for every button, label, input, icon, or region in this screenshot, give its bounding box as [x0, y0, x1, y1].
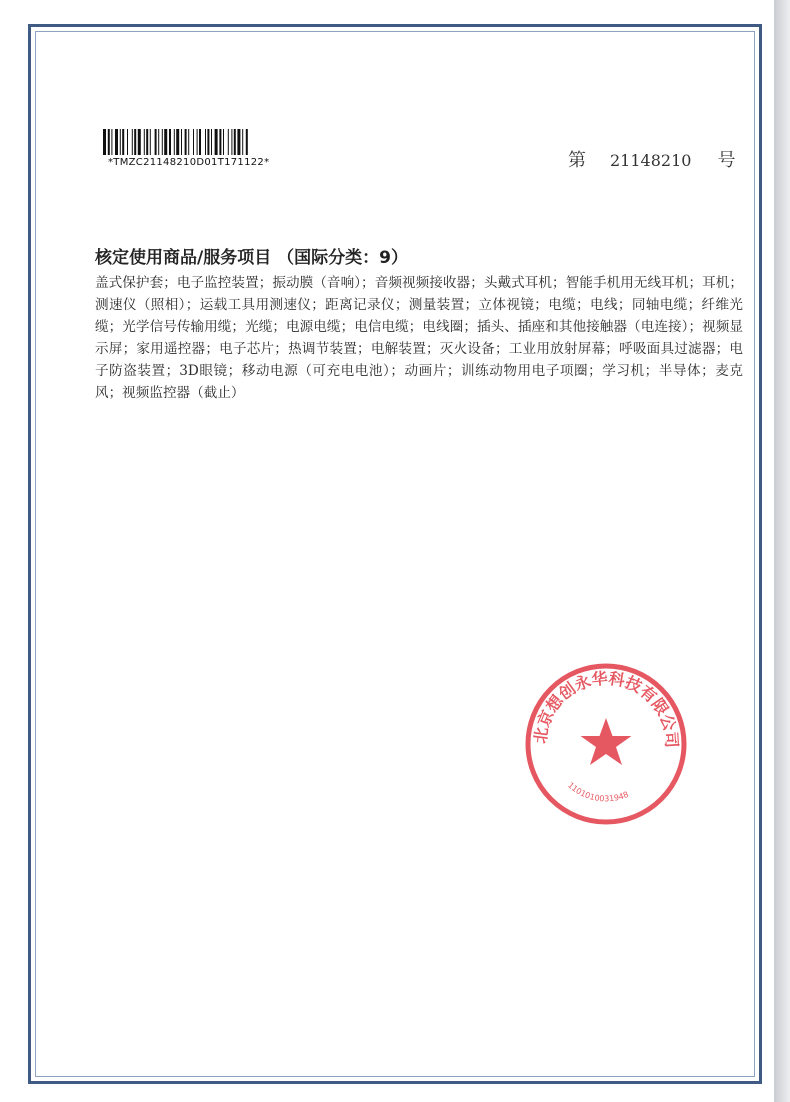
number-value: 21148210 [610, 151, 692, 170]
scan-edge-shadow [774, 0, 790, 1102]
barcode-text: *TMZC21148210D01T171122* [108, 157, 270, 168]
page-inner-border [35, 31, 755, 1077]
number-prefix: 第 [568, 150, 586, 171]
barcode-image [103, 129, 297, 155]
svg-text:1101010031948: 1101010031948 [566, 780, 630, 804]
section-title: 核定使用商品/服务项目 （国际分类：9） [95, 248, 408, 268]
number-suffix: 号 [717, 150, 736, 171]
registration-number [568, 146, 735, 170]
company-seal-stamp [522, 660, 690, 828]
goods-list: 盖式保护套；电子监控装置；振动膜（音响）；音频视频接收器；头戴式耳机；智能手机用无线耳机；耳机；测速仪（照相）；运载工具用测速仪；距离记录仪；测量装置；立体视镜；电缆；电线；同轴电缆；纤维光缆；光学信号传输用缆；光缆；电源电缆；电信电缆；电线圈；插头、插座和其他接触器（电连接）；视频显示屏；家用遥控器；电子芯片；热调节装置；电解装置；灭火设备；工业用放射屏幕；呼吸面具过滤器；电子防盗装置；3D眼镜；移动电源（可充电电池）；动画片；训练动物用电子项圈；学习机；半导体；麦克风；视频监控器（截止） [95, 275, 743, 401]
page-border [28, 24, 762, 1084]
svg-text:北京想创永华科技有限公司: 北京想创永华科技有限公司 [530, 668, 682, 749]
